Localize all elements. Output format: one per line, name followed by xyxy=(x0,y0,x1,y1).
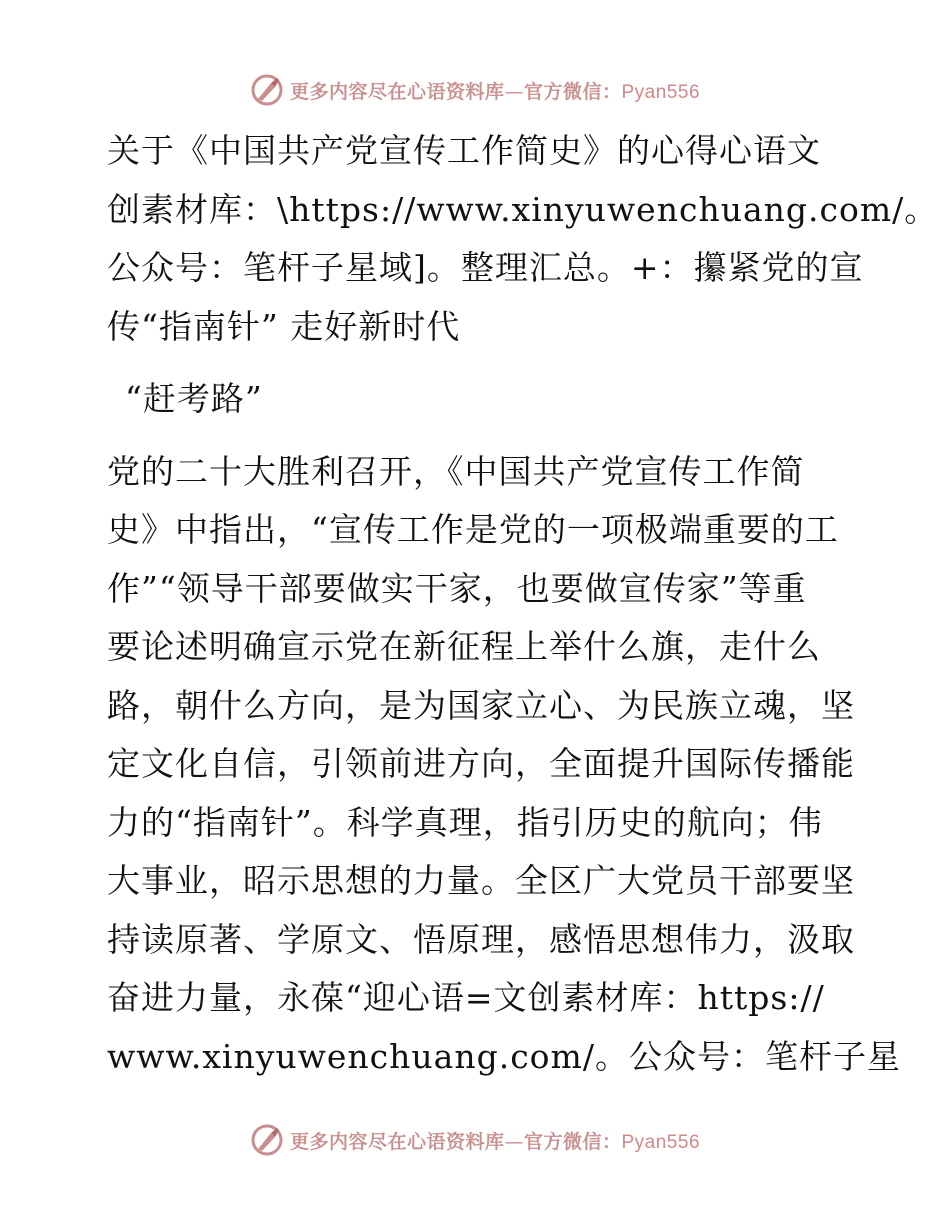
body-line: 作”“领导干部要做实干家，也要做宣传家”等重 xyxy=(107,568,807,608)
banner-text xyxy=(290,77,700,104)
body-line: 史》中指出，“宣传工作是党的一项极端重要的工 xyxy=(107,510,839,549)
body-line: www.xinyuwenchuang.com/。公众号：笔杆子星 xyxy=(107,1036,901,1076)
banner-text xyxy=(290,1127,700,1154)
body-line: 路，朝什么方向，是为国家立心、为民族立魂，坚 xyxy=(107,685,855,725)
body-line: 党的二十大胜利召开，《中国共产党宣传工作简 xyxy=(107,451,805,491)
header-banner xyxy=(0,70,950,110)
title-line: 公众号：笔杆子星域]。整理汇总。+：攥紧党的宣 xyxy=(107,248,864,287)
pen-nib-logo-icon xyxy=(250,73,284,107)
body-paragraph xyxy=(97,443,901,1087)
pen-nib-logo-icon xyxy=(250,1123,284,1157)
banner-official-label: 官方微信： xyxy=(523,1130,622,1153)
title-line: 创素材库：\https://www.xinyuwenchuang.com/。 xyxy=(107,189,939,229)
banner-official-label: 官方微信： xyxy=(523,80,622,103)
footer-banner xyxy=(0,1120,950,1160)
document-title xyxy=(97,122,939,356)
body-line: 大事业，昭示思想的力量。全区广大党员干部要坚 xyxy=(107,861,855,900)
title-line: 关于《中国共产党宣传工作简史》的心得心语文 xyxy=(107,131,821,170)
body-line: 定文化自信，引领前进方向，全面提升国际传播能 xyxy=(107,744,855,783)
banner-wechat-id: Pyan556 xyxy=(621,81,701,103)
body-line: 奋进力量，永葆“迎心语=文创素材库：https:// xyxy=(107,978,825,1017)
banner-main-text: 更多内容尽在心语资料库 xyxy=(289,1130,505,1153)
body-line: 力的“指南针”。科学真理，指引历史的航向；伟 xyxy=(107,802,823,842)
title-line: 传“指南针” 走好新时代 xyxy=(107,306,461,346)
banner-wechat-id: Pyan556 xyxy=(621,1131,701,1153)
banner-separator: — xyxy=(504,80,524,103)
document-content xyxy=(97,122,939,1086)
body-line: 持读原著、学原文、悟原理，感悟思想伟力，汲取 xyxy=(107,919,855,959)
banner-main-text: 更多内容尽在心语资料库 xyxy=(289,80,505,103)
body-line: 要论述明确宣示党在新征程上举什么旗，走什么 xyxy=(107,627,821,666)
banner-separator: — xyxy=(504,1130,524,1153)
document-subtitle: “赶考路” xyxy=(125,379,263,418)
